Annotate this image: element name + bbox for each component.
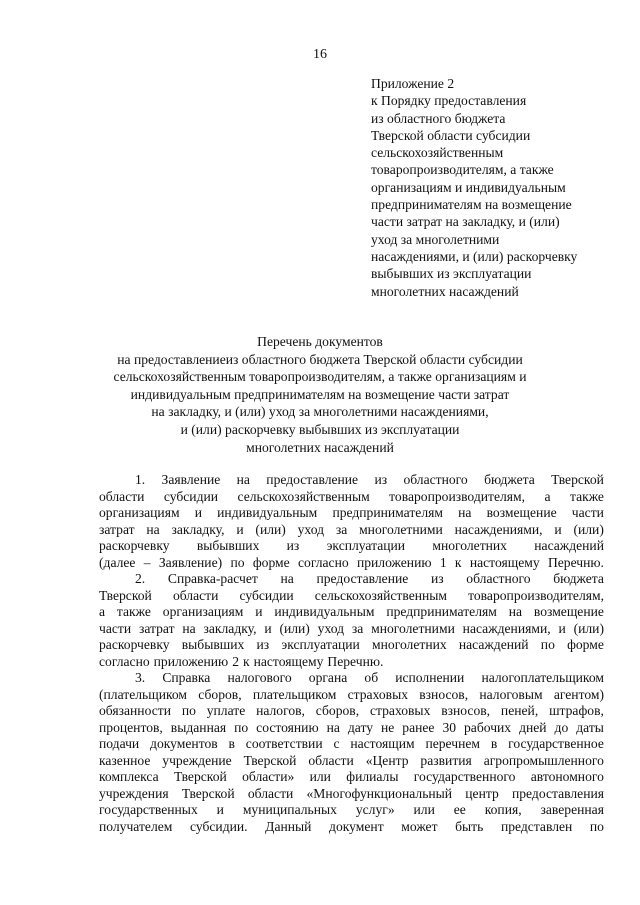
body-line: области субсидии сельскохозяйственным товаропроизводителям, а также	[99, 488, 604, 504]
appendix-line: товаропроизводителям, а также	[371, 162, 554, 178]
body-line: 1. Заявление на предоставление из областного бюджета Тверской	[135, 472, 604, 487]
appendix-line: насаждениями, и (или) раскорчевку	[371, 248, 578, 264]
body-line: 2. Справка-расчет на предоставление из областного бюджета	[135, 571, 604, 586]
body-line: подачи документов в соответствии с настоящим перечнем в государственное	[99, 736, 604, 751]
appendix-line: выбывших из эксплуатации	[371, 266, 532, 282]
title-line: сельскохозяйственным товаропроизводителям, а также организациям и	[113, 369, 527, 385]
appendix-line: сельскохозяйственным	[371, 145, 504, 161]
page-number: 16	[313, 47, 327, 62]
appendix-line: части затрат на закладку, и (или)	[371, 214, 560, 230]
body-line: получателем субсидии. Данный документ может быть представлен по	[99, 818, 604, 834]
appendix-line: к Порядку предоставления	[371, 93, 527, 109]
title-line: на закладку, и (или) уход за многолетними насаждениями,	[151, 404, 489, 420]
appendix-line: организациям и индивидуальным	[371, 179, 566, 195]
body-line: (далее – Заявление) по форме согласно приложению 1 к настоящему Перечню.	[99, 554, 604, 570]
body-line: раскорчевку выбывших из эксплуатации многолетних насаждений по форме	[99, 637, 604, 652]
appendix-line: Приложение 2	[371, 76, 455, 91]
body-line: Тверской области субсидии сельскохозяйственным товаропроизводителям,	[99, 587, 604, 603]
body-line: государственных и муниципальных услуг» или ее копия, заверенная	[99, 802, 604, 817]
body-line: обязанности по уплате налогов, сборов, страховых взносов, пеней, штрафов,	[99, 703, 604, 718]
title-line: многолетних насаждений	[246, 439, 394, 455]
appendix-line: многолетних насаждений	[371, 283, 519, 299]
title-heading: Перечень документов	[257, 334, 383, 349]
body-line: организациям и индивидуальным предпринимателям на возмещение части	[99, 505, 604, 520]
body-line: 3. Справка налогового органа об исполнении налогоплательщиком	[135, 670, 604, 685]
body-line: части затрат на закладку, и (или) уход за многолетними насаждениями, и (или)	[99, 620, 604, 636]
appendix-line: уход за многолетними	[371, 231, 500, 247]
body-line: раскорчевку выбывших из эксплуатации многолетних насаждений	[99, 538, 604, 553]
body-line: процентов, выданная по состоянию на дату не ранее 30 рабочих дней до даты	[99, 719, 604, 735]
title-line: индивидуальным предпринимателям на возмещение части затрат	[130, 386, 510, 402]
document-title	[0, 333, 640, 456]
appendix-line: предпринимателям на возмещение	[371, 197, 572, 213]
appendix-header	[371, 75, 631, 300]
body-line: казенное учреждение Тверской области «Центр развития агропромышленного	[99, 752, 604, 768]
title-line: на предоставлениеиз областного бюджета Тверской области субсидии	[117, 351, 523, 367]
appendix-line: Тверской области субсидии	[371, 127, 531, 143]
body-line: комплекса Тверской области» или филиалы государственного автономного	[99, 769, 604, 784]
document-body	[99, 472, 604, 835]
title-line: и (или) раскорчевку выбывших из эксплуатации	[180, 421, 460, 437]
body-line: согласно приложению 2 к настоящему Перечню.	[99, 653, 384, 669]
body-line: учреждения Тверской области «Многофункциональный центр предоставления	[99, 785, 604, 801]
body-line: а также организациям и индивидуальным предпринимателям на возмещение	[99, 604, 604, 619]
body-line: затрат на закладку, и (или) уход за многолетними насаждениями, и (или)	[99, 521, 604, 537]
body-line: (плательщиком сборов, плательщиком страховых взносов, налоговым агентом)	[99, 686, 604, 702]
appendix-line: из областного бюджета	[371, 110, 506, 126]
